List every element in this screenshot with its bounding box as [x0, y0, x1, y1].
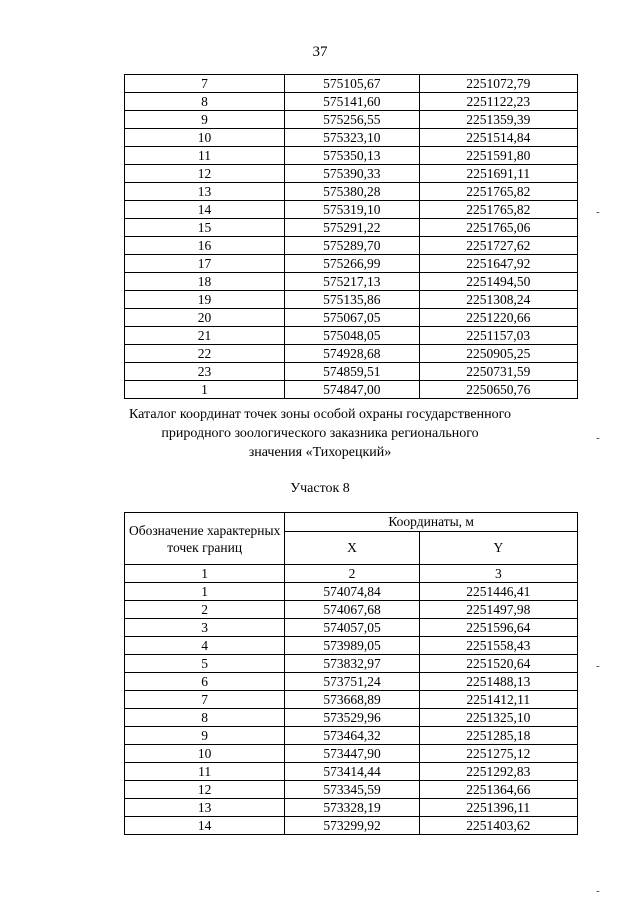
coord-y: 2251765,82 [419, 201, 577, 219]
margin-mark: - [596, 432, 600, 444]
coord-x: 575141,60 [285, 93, 420, 111]
point-number: 10 [125, 129, 285, 147]
caption-line-3: значения «Тихорецкий» [248, 445, 392, 460]
table-row [125, 183, 578, 201]
column-number: 2 [285, 565, 419, 583]
coord-y: 2251514,84 [419, 129, 577, 147]
table-row [125, 75, 578, 93]
point-number: 1 [125, 583, 285, 601]
point-number: 23 [125, 363, 285, 381]
table-row [125, 817, 578, 835]
column-number: 1 [125, 565, 285, 583]
coord-x: 574847,00 [285, 381, 420, 399]
coordinates-table-bottom [124, 512, 578, 835]
coord-x: 574928,68 [285, 345, 420, 363]
coord-x: 574859,51 [285, 363, 420, 381]
point-number: 18 [125, 273, 285, 291]
table-row [125, 219, 578, 237]
coord-y: 2251308,24 [419, 291, 577, 309]
coord-y: 2251494,50 [419, 273, 577, 291]
coord-x: 573299,92 [285, 817, 419, 835]
coord-x: 573464,32 [285, 727, 419, 745]
table-row [125, 309, 578, 327]
coord-x: 575289,70 [285, 237, 420, 255]
column-number-row [125, 565, 578, 583]
point-number: 13 [125, 799, 285, 817]
header-designation: Обозначение характерных точек границ [125, 513, 285, 565]
point-number: 9 [125, 111, 285, 129]
coord-y: 2251765,82 [419, 183, 577, 201]
page-number: 37 [312, 44, 328, 60]
point-number: 21 [125, 327, 285, 345]
coord-x: 575323,10 [285, 129, 420, 147]
coord-x: 575105,67 [285, 75, 420, 93]
table-row [125, 291, 578, 309]
coord-y: 2251396,11 [419, 799, 577, 817]
point-number: 12 [125, 165, 285, 183]
coord-x: 575350,13 [285, 147, 420, 165]
coord-y: 2251647,92 [419, 255, 577, 273]
coord-y: 2251596,64 [419, 619, 577, 637]
coord-x: 574057,05 [285, 619, 419, 637]
table-row [125, 745, 578, 763]
table-row [125, 709, 578, 727]
point-number: 14 [125, 201, 285, 219]
table-row [125, 781, 578, 799]
table-row [125, 583, 578, 601]
coord-x: 575067,05 [285, 309, 420, 327]
coord-y: 2251558,43 [419, 637, 577, 655]
coord-y: 2251325,10 [419, 709, 577, 727]
coord-x: 575256,55 [285, 111, 420, 129]
coord-y: 2251220,66 [419, 309, 577, 327]
table-row [125, 201, 578, 219]
coord-y: 2251285,18 [419, 727, 577, 745]
point-number: 7 [125, 75, 285, 93]
coord-y: 2251364,66 [419, 781, 577, 799]
point-number: 7 [125, 691, 285, 709]
table-row [125, 111, 578, 129]
point-number: 9 [125, 727, 285, 745]
coord-y: 2251292,83 [419, 763, 577, 781]
point-number: 10 [125, 745, 285, 763]
coord-y: 2251446,41 [419, 583, 577, 601]
coord-x: 575135,86 [285, 291, 420, 309]
point-number: 16 [125, 237, 285, 255]
point-number: 4 [125, 637, 285, 655]
table-row [125, 619, 578, 637]
point-number: 8 [125, 93, 285, 111]
table-row [125, 147, 578, 165]
margin-mark: - [596, 206, 600, 218]
section-title: Участок 8 [290, 481, 350, 496]
table-row [125, 727, 578, 745]
coord-x: 575266,99 [285, 255, 420, 273]
table-row [125, 255, 578, 273]
table-row [125, 237, 578, 255]
coord-y: 2251488,13 [419, 673, 577, 691]
table-row [125, 273, 578, 291]
coord-x: 573328,19 [285, 799, 419, 817]
table-row [125, 327, 578, 345]
point-number: 2 [125, 601, 285, 619]
coord-y: 2251412,11 [419, 691, 577, 709]
point-number: 19 [125, 291, 285, 309]
coord-y: 2251727,62 [419, 237, 577, 255]
coord-y: 2251520,64 [419, 655, 577, 673]
catalog-caption [0, 405, 640, 462]
coord-x: 575048,05 [285, 327, 420, 345]
table-row [125, 799, 578, 817]
margin-mark: - [596, 885, 600, 897]
point-number: 22 [125, 345, 285, 363]
coord-x: 574067,68 [285, 601, 419, 619]
coord-x: 575380,28 [285, 183, 420, 201]
header-coordinates: Координаты, м [285, 513, 578, 532]
coord-y: 2251691,11 [419, 165, 577, 183]
header-y: Y [419, 532, 577, 565]
table-row [125, 129, 578, 147]
point-number: 3 [125, 619, 285, 637]
point-number: 13 [125, 183, 285, 201]
coord-y: 2250731,59 [419, 363, 577, 381]
header-x: X [285, 532, 419, 565]
caption-line-2: природного зоологического заказника регионального [161, 426, 479, 441]
table-row [125, 165, 578, 183]
point-number: 6 [125, 673, 285, 691]
table-row [125, 655, 578, 673]
coordinates-table-top [124, 74, 578, 399]
margin-mark: - [596, 660, 600, 672]
coord-x: 573832,97 [285, 655, 419, 673]
coord-y: 2250905,25 [419, 345, 577, 363]
table-row [125, 363, 578, 381]
coord-x: 573668,89 [285, 691, 419, 709]
coord-x: 573414,44 [285, 763, 419, 781]
coord-x: 575390,33 [285, 165, 420, 183]
coord-y: 2251275,12 [419, 745, 577, 763]
coord-x: 573989,05 [285, 637, 419, 655]
coord-x: 575319,10 [285, 201, 420, 219]
point-number: 12 [125, 781, 285, 799]
table-row [125, 637, 578, 655]
coord-y: 2251072,79 [419, 75, 577, 93]
coord-y: 2251403,62 [419, 817, 577, 835]
coord-y: 2251497,98 [419, 601, 577, 619]
table-row [125, 93, 578, 111]
coord-x: 573751,24 [285, 673, 419, 691]
coord-y: 2251591,80 [419, 147, 577, 165]
table-row [125, 763, 578, 781]
table-row [125, 601, 578, 619]
point-number: 15 [125, 219, 285, 237]
coord-x: 573447,90 [285, 745, 419, 763]
table-row [125, 345, 578, 363]
coord-x: 575291,22 [285, 219, 420, 237]
table-row [125, 673, 578, 691]
coord-x: 575217,13 [285, 273, 420, 291]
coord-y: 2250650,76 [419, 381, 577, 399]
coord-y: 2251122,23 [419, 93, 577, 111]
point-number: 17 [125, 255, 285, 273]
coord-x: 573529,96 [285, 709, 419, 727]
table-row [125, 691, 578, 709]
point-number: 11 [125, 763, 285, 781]
table-row [125, 381, 578, 399]
coord-y: 2251157,03 [419, 327, 577, 345]
coord-y: 2251359,39 [419, 111, 577, 129]
point-number: 5 [125, 655, 285, 673]
caption-line-1: Каталог координат точек зоны особой охраны государственного [129, 407, 511, 422]
coord-x: 574074,84 [285, 583, 419, 601]
point-number: 1 [125, 381, 285, 399]
point-number: 20 [125, 309, 285, 327]
point-number: 14 [125, 817, 285, 835]
column-number: 3 [419, 565, 577, 583]
point-number: 8 [125, 709, 285, 727]
coord-x: 573345,59 [285, 781, 419, 799]
coord-y: 2251765,06 [419, 219, 577, 237]
point-number: 11 [125, 147, 285, 165]
